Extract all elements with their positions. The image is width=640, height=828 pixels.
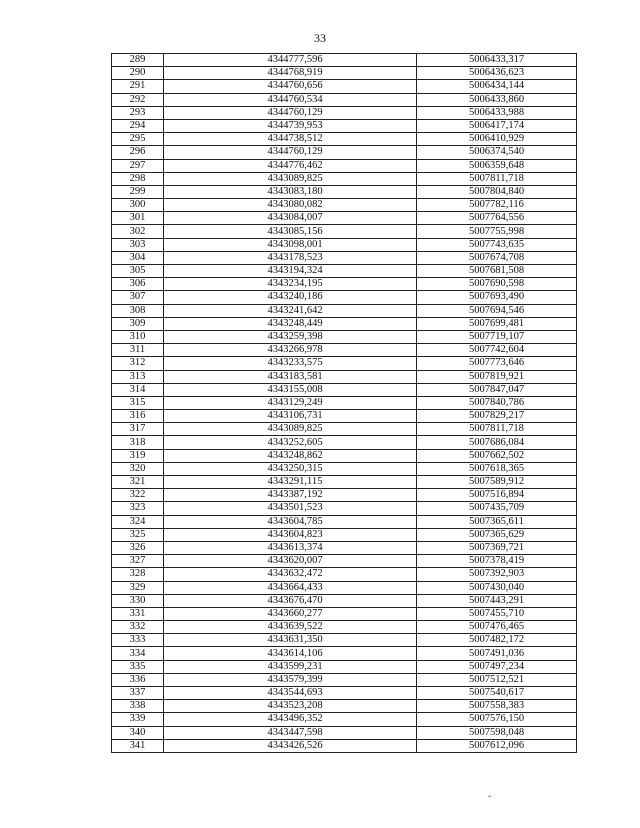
y-coordinate-cell: 5007443,291 [417, 594, 577, 607]
table-row [112, 476, 577, 489]
table-row [112, 423, 577, 436]
x-coordinate-cell: 4343084,007 [164, 212, 417, 225]
table-row [112, 225, 577, 238]
table-row [112, 212, 577, 225]
table-row [112, 621, 577, 634]
table-row [112, 594, 577, 607]
table-row [112, 673, 577, 686]
table-row [112, 357, 577, 370]
x-coordinate-cell: 4343248,449 [164, 317, 417, 330]
table-row [112, 291, 577, 304]
x-coordinate-cell: 4343194,324 [164, 265, 417, 278]
table-row [112, 278, 577, 291]
x-coordinate-cell: 4343234,195 [164, 278, 417, 291]
x-coordinate-cell: 4343250,315 [164, 462, 417, 475]
y-coordinate-cell: 5007378,419 [417, 555, 577, 568]
x-coordinate-cell: 4343501,523 [164, 502, 417, 515]
table-row [112, 344, 577, 357]
y-coordinate-cell: 5007491,036 [417, 647, 577, 660]
table-row [112, 54, 577, 67]
y-coordinate-cell: 5006374,540 [417, 146, 577, 159]
point-number-cell: 331 [112, 607, 164, 620]
point-number-cell: 301 [112, 212, 164, 225]
y-coordinate-cell: 5007742,604 [417, 344, 577, 357]
y-coordinate-cell: 5007681,508 [417, 265, 577, 278]
y-coordinate-cell: 5007589,912 [417, 476, 577, 489]
y-coordinate-cell: 5007576,150 [417, 713, 577, 726]
point-number-cell: 299 [112, 185, 164, 198]
point-number-cell: 332 [112, 621, 164, 634]
point-number-cell: 327 [112, 555, 164, 568]
table-row [112, 713, 577, 726]
y-coordinate-cell: 5006436,623 [417, 67, 577, 80]
x-coordinate-cell: 4343089,825 [164, 172, 417, 185]
x-coordinate-cell: 4343233,575 [164, 357, 417, 370]
y-coordinate-cell: 5007699,481 [417, 317, 577, 330]
y-coordinate-cell: 5007674,708 [417, 251, 577, 264]
y-coordinate-cell: 5007686,084 [417, 436, 577, 449]
point-number-cell: 336 [112, 673, 164, 686]
y-coordinate-cell: 5007497,234 [417, 660, 577, 673]
point-number-cell: 328 [112, 568, 164, 581]
y-coordinate-cell: 5007392,903 [417, 568, 577, 581]
point-number-cell: 315 [112, 396, 164, 409]
table-row [112, 159, 577, 172]
table-row [112, 502, 577, 515]
point-number-cell: 330 [112, 594, 164, 607]
x-coordinate-cell: 4344738,512 [164, 133, 417, 146]
point-number-cell: 317 [112, 423, 164, 436]
point-number-cell: 320 [112, 462, 164, 475]
x-coordinate-cell: 4343098,001 [164, 238, 417, 251]
x-coordinate-cell: 4344760,656 [164, 80, 417, 93]
point-number-cell: 316 [112, 410, 164, 423]
table-row [112, 80, 577, 93]
x-coordinate-cell: 4343252,605 [164, 436, 417, 449]
y-coordinate-cell: 5007804,840 [417, 185, 577, 198]
point-number-cell: 303 [112, 238, 164, 251]
point-number-cell: 338 [112, 700, 164, 713]
x-coordinate-cell: 4343631,350 [164, 634, 417, 647]
table-row [112, 634, 577, 647]
y-coordinate-cell: 5007512,521 [417, 673, 577, 686]
x-coordinate-cell: 4344777,596 [164, 54, 417, 67]
y-coordinate-cell: 5006433,860 [417, 93, 577, 106]
x-coordinate-cell: 4343178,523 [164, 251, 417, 264]
x-coordinate-cell: 4343544,693 [164, 687, 417, 700]
x-coordinate-cell: 4343664,433 [164, 581, 417, 594]
y-coordinate-cell: 5006417,174 [417, 119, 577, 132]
x-coordinate-cell: 4343579,399 [164, 673, 417, 686]
y-coordinate-cell: 5007540,617 [417, 687, 577, 700]
table-row [112, 541, 577, 554]
table-row [112, 146, 577, 159]
point-number-cell: 292 [112, 93, 164, 106]
point-number-cell: 305 [112, 265, 164, 278]
x-coordinate-cell: 4343660,277 [164, 607, 417, 620]
point-number-cell: 296 [112, 146, 164, 159]
table-row [112, 515, 577, 528]
point-number-cell: 319 [112, 449, 164, 462]
point-number-cell: 295 [112, 133, 164, 146]
table-row [112, 317, 577, 330]
table-row [112, 199, 577, 212]
y-coordinate-cell: 5007369,721 [417, 541, 577, 554]
point-number-cell: 339 [112, 713, 164, 726]
point-number-cell: 323 [112, 502, 164, 515]
x-coordinate-cell: 4343604,785 [164, 515, 417, 528]
table-row [112, 607, 577, 620]
table-row [112, 489, 577, 502]
x-coordinate-cell: 4343387,192 [164, 489, 417, 502]
x-coordinate-cell: 4343129,249 [164, 396, 417, 409]
point-number-cell: 297 [112, 159, 164, 172]
table-row [112, 67, 577, 80]
table-row [112, 726, 577, 739]
table-row [112, 251, 577, 264]
x-coordinate-cell: 4343447,598 [164, 726, 417, 739]
point-number-cell: 340 [112, 726, 164, 739]
y-coordinate-cell: 5007693,490 [417, 291, 577, 304]
y-coordinate-cell: 5007811,718 [417, 172, 577, 185]
point-number-cell: 318 [112, 436, 164, 449]
x-coordinate-cell: 4344776,462 [164, 159, 417, 172]
table-row [112, 410, 577, 423]
point-number-cell: 337 [112, 687, 164, 700]
point-number-cell: 293 [112, 106, 164, 119]
x-coordinate-cell: 4344760,129 [164, 146, 417, 159]
point-number-cell: 300 [112, 199, 164, 212]
point-number-cell: 307 [112, 291, 164, 304]
table-row [112, 528, 577, 541]
table-row [112, 370, 577, 383]
y-coordinate-cell: 5007365,629 [417, 528, 577, 541]
table-row [112, 462, 577, 475]
x-coordinate-cell: 4343523,208 [164, 700, 417, 713]
y-coordinate-cell: 5007662,502 [417, 449, 577, 462]
point-number-cell: 313 [112, 370, 164, 383]
point-number-cell: 291 [112, 80, 164, 93]
y-coordinate-cell: 5006359,648 [417, 159, 577, 172]
point-number-cell: 329 [112, 581, 164, 594]
y-coordinate-cell: 5007829,217 [417, 410, 577, 423]
x-coordinate-cell: 4343259,398 [164, 330, 417, 343]
y-coordinate-cell: 5007430,040 [417, 581, 577, 594]
x-coordinate-cell: 4343106,731 [164, 410, 417, 423]
y-coordinate-cell: 5007365,611 [417, 515, 577, 528]
coordinates-table [111, 53, 577, 753]
x-coordinate-cell: 4343614,106 [164, 647, 417, 660]
x-coordinate-cell: 4343083,180 [164, 185, 417, 198]
y-coordinate-cell: 5007764,556 [417, 212, 577, 225]
table-row [112, 185, 577, 198]
y-coordinate-cell: 5006433,988 [417, 106, 577, 119]
table-row [112, 700, 577, 713]
table-row [112, 238, 577, 251]
point-number-cell: 335 [112, 660, 164, 673]
y-coordinate-cell: 5007743,635 [417, 238, 577, 251]
point-number-cell: 333 [112, 634, 164, 647]
point-number-cell: 310 [112, 330, 164, 343]
y-coordinate-cell: 5007782,116 [417, 199, 577, 212]
y-coordinate-cell: 5007618,365 [417, 462, 577, 475]
y-coordinate-cell: 5006410,929 [417, 133, 577, 146]
y-coordinate-cell: 5007819,921 [417, 370, 577, 383]
table-row [112, 581, 577, 594]
y-coordinate-cell: 5007719,107 [417, 330, 577, 343]
y-coordinate-cell: 5007455,710 [417, 607, 577, 620]
x-coordinate-cell: 4343620,007 [164, 555, 417, 568]
table-row [112, 436, 577, 449]
x-coordinate-cell: 4343240,186 [164, 291, 417, 304]
page-number: 33 [314, 31, 326, 45]
y-coordinate-cell: 5007847,047 [417, 383, 577, 396]
y-coordinate-cell: 5007690,598 [417, 278, 577, 291]
table-row [112, 265, 577, 278]
x-coordinate-cell: 4343155,008 [164, 383, 417, 396]
table-row [112, 396, 577, 409]
point-number-cell: 334 [112, 647, 164, 660]
point-number-cell: 341 [112, 739, 164, 752]
table-row [112, 687, 577, 700]
table-row [112, 383, 577, 396]
x-coordinate-cell: 4343426,526 [164, 739, 417, 752]
point-number-cell: 322 [112, 489, 164, 502]
point-number-cell: 290 [112, 67, 164, 80]
table-row [112, 660, 577, 673]
x-coordinate-cell: 4343676,470 [164, 594, 417, 607]
point-number-cell: 325 [112, 528, 164, 541]
x-coordinate-cell: 4343248,862 [164, 449, 417, 462]
table-row [112, 133, 577, 146]
coordinates-table-body [112, 54, 577, 753]
point-number-cell: 298 [112, 172, 164, 185]
x-coordinate-cell: 4343604,823 [164, 528, 417, 541]
x-coordinate-cell: 4343085,156 [164, 225, 417, 238]
x-coordinate-cell: 4343613,374 [164, 541, 417, 554]
point-number-cell: 302 [112, 225, 164, 238]
point-number-cell: 312 [112, 357, 164, 370]
point-number-cell: 308 [112, 304, 164, 317]
y-coordinate-cell: 5006433,317 [417, 54, 577, 67]
point-number-cell: 324 [112, 515, 164, 528]
x-coordinate-cell: 4344768,919 [164, 67, 417, 80]
table-row [112, 119, 577, 132]
table-row [112, 555, 577, 568]
x-coordinate-cell: 4343291,115 [164, 476, 417, 489]
point-number-cell: 289 [112, 54, 164, 67]
x-coordinate-cell: 4343632,472 [164, 568, 417, 581]
point-number-cell: 311 [112, 344, 164, 357]
x-coordinate-cell: 4343089,825 [164, 423, 417, 436]
y-coordinate-cell: 5007558,383 [417, 700, 577, 713]
x-coordinate-cell: 4343080,082 [164, 199, 417, 212]
x-coordinate-cell: 4343496,352 [164, 713, 417, 726]
point-number-cell: 294 [112, 119, 164, 132]
x-coordinate-cell: 4344739,953 [164, 119, 417, 132]
table-row [112, 304, 577, 317]
y-coordinate-cell: 5007612,096 [417, 739, 577, 752]
x-coordinate-cell: 4343599,231 [164, 660, 417, 673]
table-row [112, 106, 577, 119]
y-coordinate-cell: 5007773,646 [417, 357, 577, 370]
table-row [112, 568, 577, 581]
point-number-cell: 306 [112, 278, 164, 291]
table-row [112, 449, 577, 462]
point-number-cell: 304 [112, 251, 164, 264]
y-coordinate-cell: 5006434,144 [417, 80, 577, 93]
point-number-cell: 326 [112, 541, 164, 554]
point-number-cell: 321 [112, 476, 164, 489]
x-coordinate-cell: 4344760,534 [164, 93, 417, 106]
y-coordinate-cell: 5007435,709 [417, 502, 577, 515]
y-coordinate-cell: 5007516,894 [417, 489, 577, 502]
y-coordinate-cell: 5007755,998 [417, 225, 577, 238]
table-row [112, 647, 577, 660]
x-coordinate-cell: 4343639,522 [164, 621, 417, 634]
table-row [112, 330, 577, 343]
table-row [112, 739, 577, 752]
x-coordinate-cell: 4343241,642 [164, 304, 417, 317]
point-number-cell: 309 [112, 317, 164, 330]
y-coordinate-cell: 5007598,048 [417, 726, 577, 739]
table-row [112, 93, 577, 106]
y-coordinate-cell: 5007840,786 [417, 396, 577, 409]
corner-mark: ˇ [488, 794, 491, 804]
table-row [112, 172, 577, 185]
x-coordinate-cell: 4343266,978 [164, 344, 417, 357]
y-coordinate-cell: 5007811,718 [417, 423, 577, 436]
y-coordinate-cell: 5007476,465 [417, 621, 577, 634]
y-coordinate-cell: 5007694,546 [417, 304, 577, 317]
point-number-cell: 314 [112, 383, 164, 396]
y-coordinate-cell: 5007482,172 [417, 634, 577, 647]
x-coordinate-cell: 4344760,129 [164, 106, 417, 119]
x-coordinate-cell: 4343183,581 [164, 370, 417, 383]
